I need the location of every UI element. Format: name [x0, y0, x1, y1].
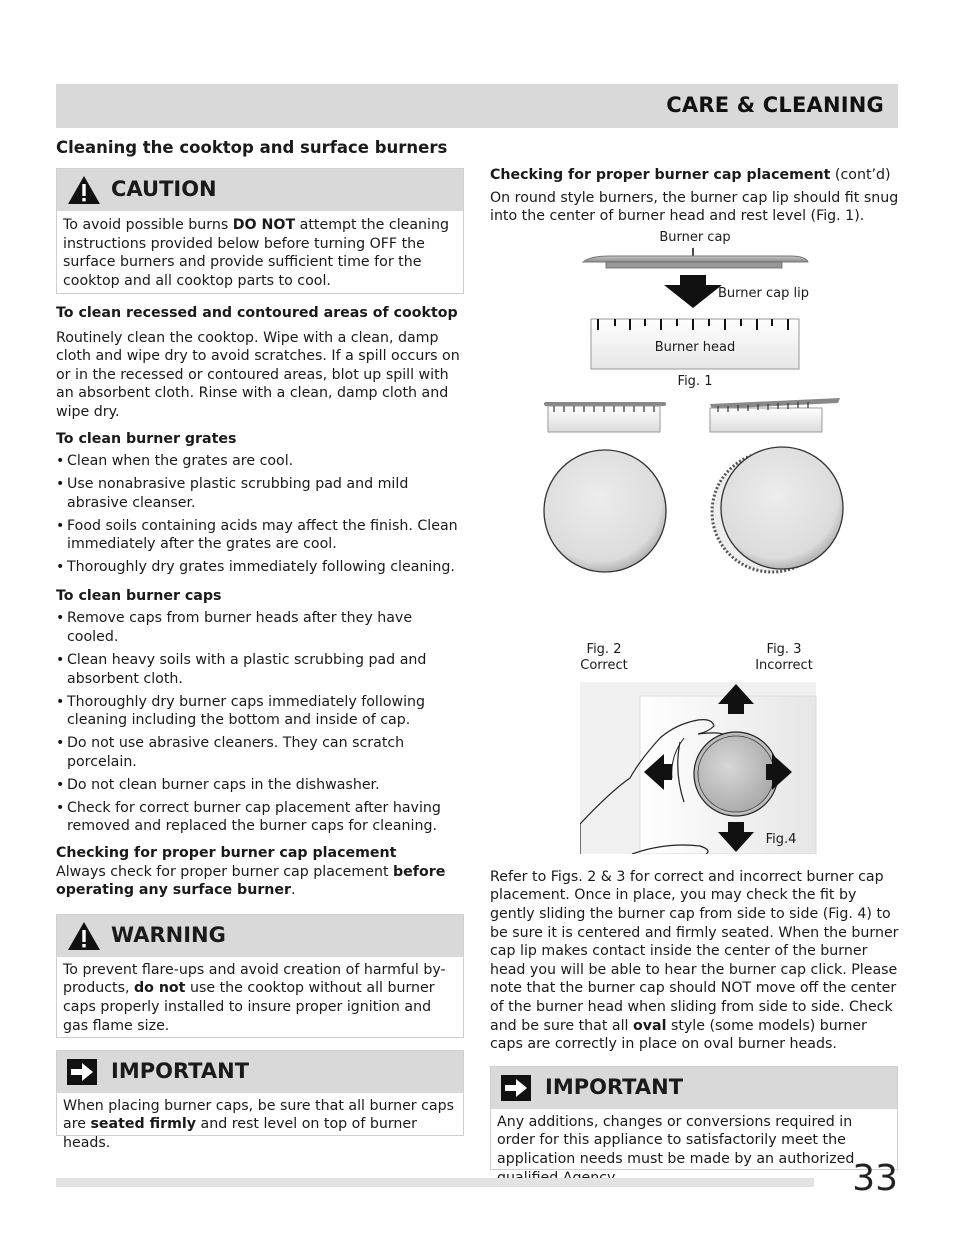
header-bar	[56, 84, 898, 128]
fig1-label-lip: Burner cap lip	[718, 285, 809, 301]
list-item: • Use nonabrasive plastic scrubbing pad and mild abrasive cleanser.	[56, 476, 409, 511]
list-item: • Food soils containing acids may affect the finish. Clean immediately after the grates are cool.	[56, 517, 458, 553]
right-body	[490, 868, 900, 1054]
important-text-part: and rest level on top of burner heads.	[63, 1116, 417, 1151]
caution-text-part: attempt the cleaning instructions provided below before turning OFF the surface burners and provide sufficient time for the cooktop and all cooktop parts to cool.	[63, 217, 449, 289]
warning-triangle-icon	[67, 921, 101, 951]
fig1-label-head: Burner head	[654, 339, 736, 355]
section-title: Cleaning the cooktop and surface burners	[56, 138, 448, 157]
warning-text-part: To prevent flare-ups and avoid creation of harmful by-products,	[63, 961, 446, 997]
right-body-part: style (some models) burner caps are correctly in place on oval burner heads.	[490, 1017, 867, 1053]
fig3-caption-sub: Incorrect	[755, 657, 813, 673]
caps-heading: To clean burner caps	[56, 587, 222, 604]
important-header	[491, 1067, 897, 1109]
fig1-burner-diagram	[490, 226, 900, 386]
caution-label: CAUTION	[111, 177, 217, 201]
caution-text-part: To avoid possible burns	[63, 217, 233, 233]
fig2-fig3-diagram	[490, 396, 900, 576]
warning-label: WARNING	[111, 922, 226, 947]
list-item: • Thoroughly dry burner caps immediately following cleaning including the bottom and inside of cap.	[56, 693, 426, 729]
list-item: • Clean when the grates are cool.	[56, 453, 294, 470]
placement-text-bold: before operating any surface burner	[56, 863, 446, 899]
right-intro: On round style burners, the burner cap lip should fit snug into the center of burner head and rest level (Fig. 1).	[490, 189, 899, 225]
fig3-caption-title: Fig. 3	[766, 641, 802, 657]
fig4-hand-diagram	[580, 682, 820, 854]
placement-text-part: .	[291, 882, 296, 899]
list-item: • Remove caps from burner heads after they have cooled.	[56, 610, 413, 646]
list-item: • Thoroughly dry grates immediately following cleaning.	[56, 559, 455, 576]
fig1-caption: Fig. 1	[677, 373, 713, 389]
placement-body	[56, 863, 464, 900]
warning-text-bold: do not	[133, 980, 186, 997]
important-label: IMPORTANT	[545, 1074, 684, 1099]
caps-list	[56, 609, 464, 835]
warning-text-part: use the cooktop without all burner caps properly installed to insure proper ignition and gas flame size.	[63, 980, 435, 1034]
warning-box	[56, 914, 464, 1038]
left-column	[56, 168, 464, 1151]
fig4-caption: Fig.4	[765, 831, 797, 847]
fig1-label-cap: Burner cap	[659, 229, 731, 245]
figures	[490, 226, 900, 847]
caution-header	[57, 169, 463, 211]
recessed-body: Routinely clean the cooktop. Wipe with a clean, damp cloth and wipe dry to avoid scratches. If a spill occurs on or in the recessed or contoured areas, blot up spill with an absorbent cloth. Rinse with a clean, damp cloth and wipe dry.	[56, 329, 460, 420]
important-label: IMPORTANT	[111, 1058, 250, 1083]
placement-text-part: Always check for proper burner cap placement	[56, 863, 394, 880]
important-box-right	[490, 1066, 898, 1170]
list-item: • Do not clean burner caps in the dishwasher.	[56, 776, 380, 793]
important-text-part: When placing burner caps, be sure that all burner caps are	[63, 1097, 455, 1133]
placement-heading: Checking for proper burner cap placement	[56, 844, 397, 861]
list-item: • Do not use abrasive cleaners. They can scratch porcelain.	[56, 735, 405, 770]
warning-triangle-icon	[67, 175, 101, 205]
important-text	[57, 1093, 463, 1157]
warning-header	[57, 915, 463, 957]
list-item: • Clean heavy soils with a plastic scrubbing pad and absorbent cloth.	[56, 652, 427, 687]
right-heading-bold: Checking for proper burner cap placement	[490, 167, 831, 183]
important-header	[57, 1051, 463, 1093]
page-title: CARE & CLEANING	[666, 93, 884, 117]
fig2-caption-title: Fig. 2	[586, 641, 622, 657]
grates-list	[56, 452, 464, 577]
right-column	[490, 166, 900, 1170]
caution-text-bold: DO NOT	[232, 217, 296, 233]
right-body-part: Refer to Figs. 2 & 3 for correct and incorrect burner cap placement. Once in place, you may check the fit by gently sliding the burner cap from side to side (Fig. 4) to be sure it is centered and firmly seated. When the burner cap lip makes contact inside the center of the burner head you will be able to hear the burner cap click. Please note that the burner cap should NOT move off the center of the burner head when sliding from side to side. Check and be sure that all	[490, 868, 899, 1034]
important-text-bold: seated firmly	[90, 1116, 197, 1133]
footer-bar	[56, 1178, 814, 1187]
important-box-left	[56, 1050, 464, 1151]
grates-heading: To clean burner grates	[56, 430, 237, 447]
fig3-caption	[744, 642, 824, 674]
right-body-bold: oval	[633, 1017, 667, 1034]
right-heading-rest: (cont’d)	[830, 167, 891, 183]
right-heading	[490, 166, 900, 185]
arrow-right-icon	[501, 1075, 531, 1101]
list-item: • Check for correct burner cap placement after having removed and replaced the burner caps for cleaning.	[56, 799, 441, 835]
recessed-heading: To clean recessed and contoured areas of cooktop	[56, 305, 458, 321]
arrow-right-icon	[67, 1059, 97, 1085]
fig2-caption-sub: Correct	[580, 657, 628, 673]
page-number: 33	[852, 1158, 898, 1199]
important-text: Any additions, changes or conversions required in order for this appliance to satisfactorily meet the application needs must be made by an authorized	[497, 1113, 855, 1167]
fig2-caption	[564, 642, 644, 674]
caution-text	[57, 211, 463, 294]
caution-box	[56, 168, 464, 294]
warning-text	[57, 957, 463, 1039]
